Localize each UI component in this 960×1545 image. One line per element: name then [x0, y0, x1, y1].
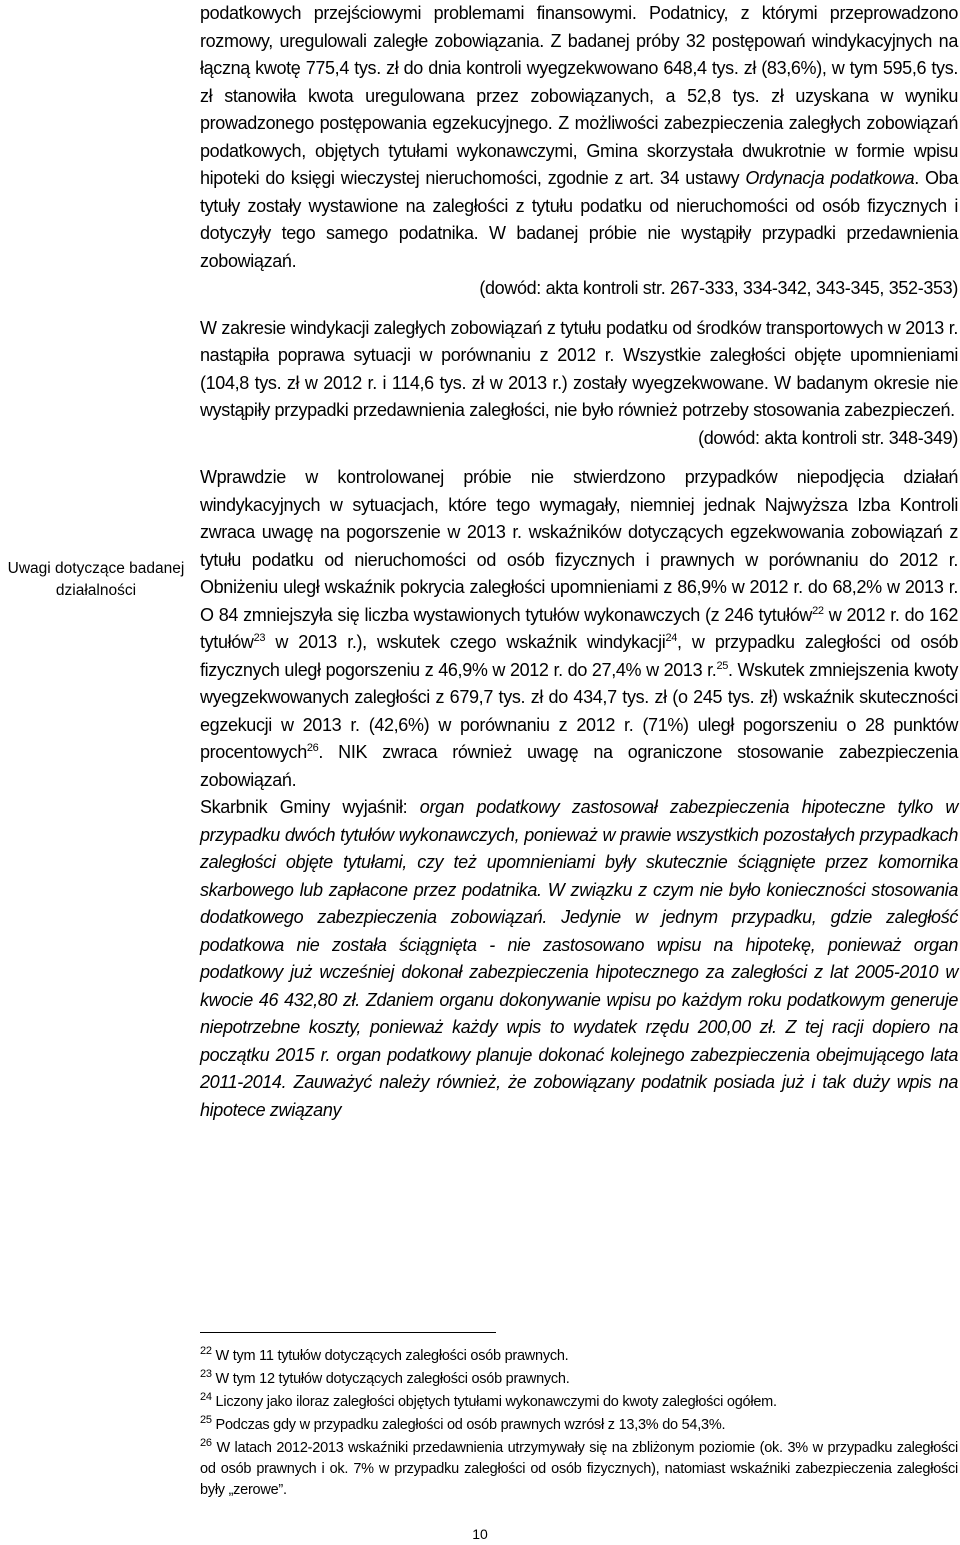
paragraph-text: Wprawdzie w kontrolowanej próbie nie stwierdzono przypadków niepodjęcia działań windykacyjnych w sytuacjach, które tego wymagały, niemniej jednak Najwyższa Izba Kontroli zwraca uwagę na pogorszenie w 2013 r. wskaźników dotyczących egzekwowania zobowiązań z tytułu podatku od nieruchomości od osób fizycznych i prawnych w porównaniu do 2012 r. Obniżeniu uległ wskaźnik pokrycia zaległości upomnieniami z 86,9% w 2012 r. do 68,2% w 2013 r. O 84 zmniejszyła się liczba wystawionych tytułów wykonawczych (z 246 tytułów [200, 467, 958, 625]
paragraph-windykacja-nieruchomosci [200, 0, 958, 275]
footnote-item [200, 1415, 958, 1436]
footnote-number: 26 [200, 1437, 212, 1450]
footnote-item [200, 1438, 958, 1501]
paragraph-text: . NIK zwraca również uwagę na ograniczone stosowanie zabezpieczenia zobowiązań. [200, 742, 958, 790]
page-number: 10 [472, 1526, 488, 1542]
evidence-reference: (dowód: akta kontroli str. 348-349) [698, 427, 958, 448]
footnote-number: 25 [200, 1414, 212, 1427]
footnotes [200, 1346, 958, 1503]
footnote-ref-26: 26 [306, 742, 319, 754]
paragraph-uwagi-nik [200, 464, 958, 794]
evidence-reference: (dowód: akta kontroli str. 267-333, 334-342, 343-345, 352-353) [479, 278, 958, 298]
act-title: Ordynacja podatkowa [745, 168, 915, 188]
paragraph-text: , w przypadku zaległości od osób fizycznych uległ pogorszeniu z 46,9% w 2012 r. do 27,4% w 2013 r. [200, 632, 958, 680]
footnote-number: 24 [200, 1391, 212, 1404]
main-text-column [200, 0, 958, 1124]
footnote-ref-24: 24 [665, 632, 677, 644]
paragraph-text: . Oba tytuły zostały wystawione na zaległości z tytułu podatku od nieruchomości od osób fizycznych i dotyczyły tego samego podatnika. W badanej próbie nie wystąpiły przypadki przedawnienia zobowiązań. [200, 168, 958, 271]
footnote-item [200, 1346, 958, 1367]
footnote-number: 22 [200, 1345, 212, 1358]
quoted-explanation: organ podatkowy zastosował zabezpieczenia hipoteczne tylko w przypadku dwóch tytułów wykonawczych, ponieważ w prawie wszystkich pozostałych przypadkach zaległości objęte tytułami, czy też upomnieniami były skutecznie ściągnięte przez komornika skarbowego lub zapłacone przez podatnika. W związku z czym nie było konieczności stosowania dodatkowego zabezpieczenia zobowiązań. Jedynie w jednym przypadku, gdzie zaległość podatkowa nie została ściągnięta - nie zastosowano wpisu na hipotekę, ponieważ organ podatkowy już wcześniej dokonał zabezpieczenia hipotecznego za zaległości z lat 2005-2010 w kwocie 46 432,80 zł. Zdaniem organu dokonywanie wpisu po każdym roku podatkowym generuje niepotrzebne koszty, ponieważ każdy wpis to wydatek rzędu 200,00 zł. Z tej racji dopiero na początku 2015 r. organ podatkowy planuje dokonać kolejnego zabezpieczenia obejmującego lata 2011-2014. Zauważyć należy również, że zobowiązany podatnik posiada już i tak duży wpis na hipotece związany [200, 797, 958, 1120]
footnote-number: 23 [200, 1368, 212, 1381]
footnote-text: Podczas gdy w przypadku zaległości od osób prawnych wzrósł z 13,3% do 54,3%. [215, 1417, 726, 1433]
footnote-text: W tym 12 tytułów dotyczących zaległości osób prawnych. [215, 1371, 570, 1387]
paragraph-text: w 2013 r.), wskutek czego wskaźnik windykacji [265, 632, 666, 652]
footnote-text: Liczony jako iloraz zaległości objętych tytułami wykonawczymi do kwoty zaległości ogółem. [215, 1394, 777, 1410]
footnote-ref-25: 25 [716, 659, 728, 672]
paragraph-text: w 2012 r. do 162 tytułów [200, 604, 958, 652]
footnote-item [200, 1392, 958, 1413]
paragraph-srodki-transportowe: W zakresie windykacji zaległych zobowiązań z tytułu podatku od środków transportowych w 2013 r. nastąpiła poprawa sytuacji w porównaniu z 2012 r. Wszystkie zaległości objęte upomnieniami (104,8 tys. zł w 2012 r. i 114,6 tys. zł w 2013 r.) zostały wyegzekwowane. W badanym okresie nie wystąpiły przypadki przedawnienia zaległości, nie było również potrzeby stosowania zabezpieczeń. [200, 317, 958, 420]
footnote-ref-23: 23 [253, 632, 266, 644]
paragraph-text: podatkowych przejściowymi problemami finansowymi. Podatnicy, z którymi przeprowadzono rozmowy, uregulowali zaległe zobowiązania. Z badanej próby 32 postępowań windykacyjnych na łączną kwotę 775,4 tys. zł do dnia kontroli wyegzekwowano 648,4 tys. zł (83,6%), w tym 595,6 tys. zł stanowiła kwota uregulowana przez zobowiązanych, a 52,8 tys. zł uzyskana w wyniku prowadzonego postępowania egzekucyjnego. Z możliwości zabezpieczenia zaległych zobowiązań podatkowych, objętych tytułami wykonawczymi, Gmina skorzystała dwukrotnie w formie wpisu hipoteki do księgi wieczystej nieruchomości, zgodnie z art. 34 ustawy [200, 3, 958, 188]
paragraph-text: . Wskutek zmniejszenia kwoty wyegzekwowanych zaległości z 679,7 tys. zł do 434,7 tys. zł (o 245 tys. zł) wskaźnik skuteczności egzekucji w 2013 r. (42,6%) w porównaniu z 2012 r. (71%) uległ pogorszeniu o 28 punktów procentowych [200, 659, 958, 762]
side-heading: Uwagi dotyczące badanej działalności [7, 560, 185, 599]
footnote-item [200, 1369, 958, 1390]
footnote-text: W latach 2012-2013 wskaźniki przedawnienia utrzymywały się na zbliżonym poziomie (ok. 3% w przypadku zaległości od osób prawnych i ok. 7% w przypadku zaległości od osób fizycznych), natomiast wskaźniki zabezpieczenia zaległości były „zerowe”. [200, 1440, 958, 1498]
footnote-ref-22: 22 [812, 604, 824, 617]
footnote-text: W tym 11 tytułów dotyczących zaległości osób prawnych. [215, 1348, 569, 1364]
paragraph-text: Skarbnik Gminy wyjaśnił: [200, 797, 420, 817]
footnote-separator [200, 1332, 496, 1333]
paragraph-wyjasnienia-skarbnika [200, 794, 958, 1124]
